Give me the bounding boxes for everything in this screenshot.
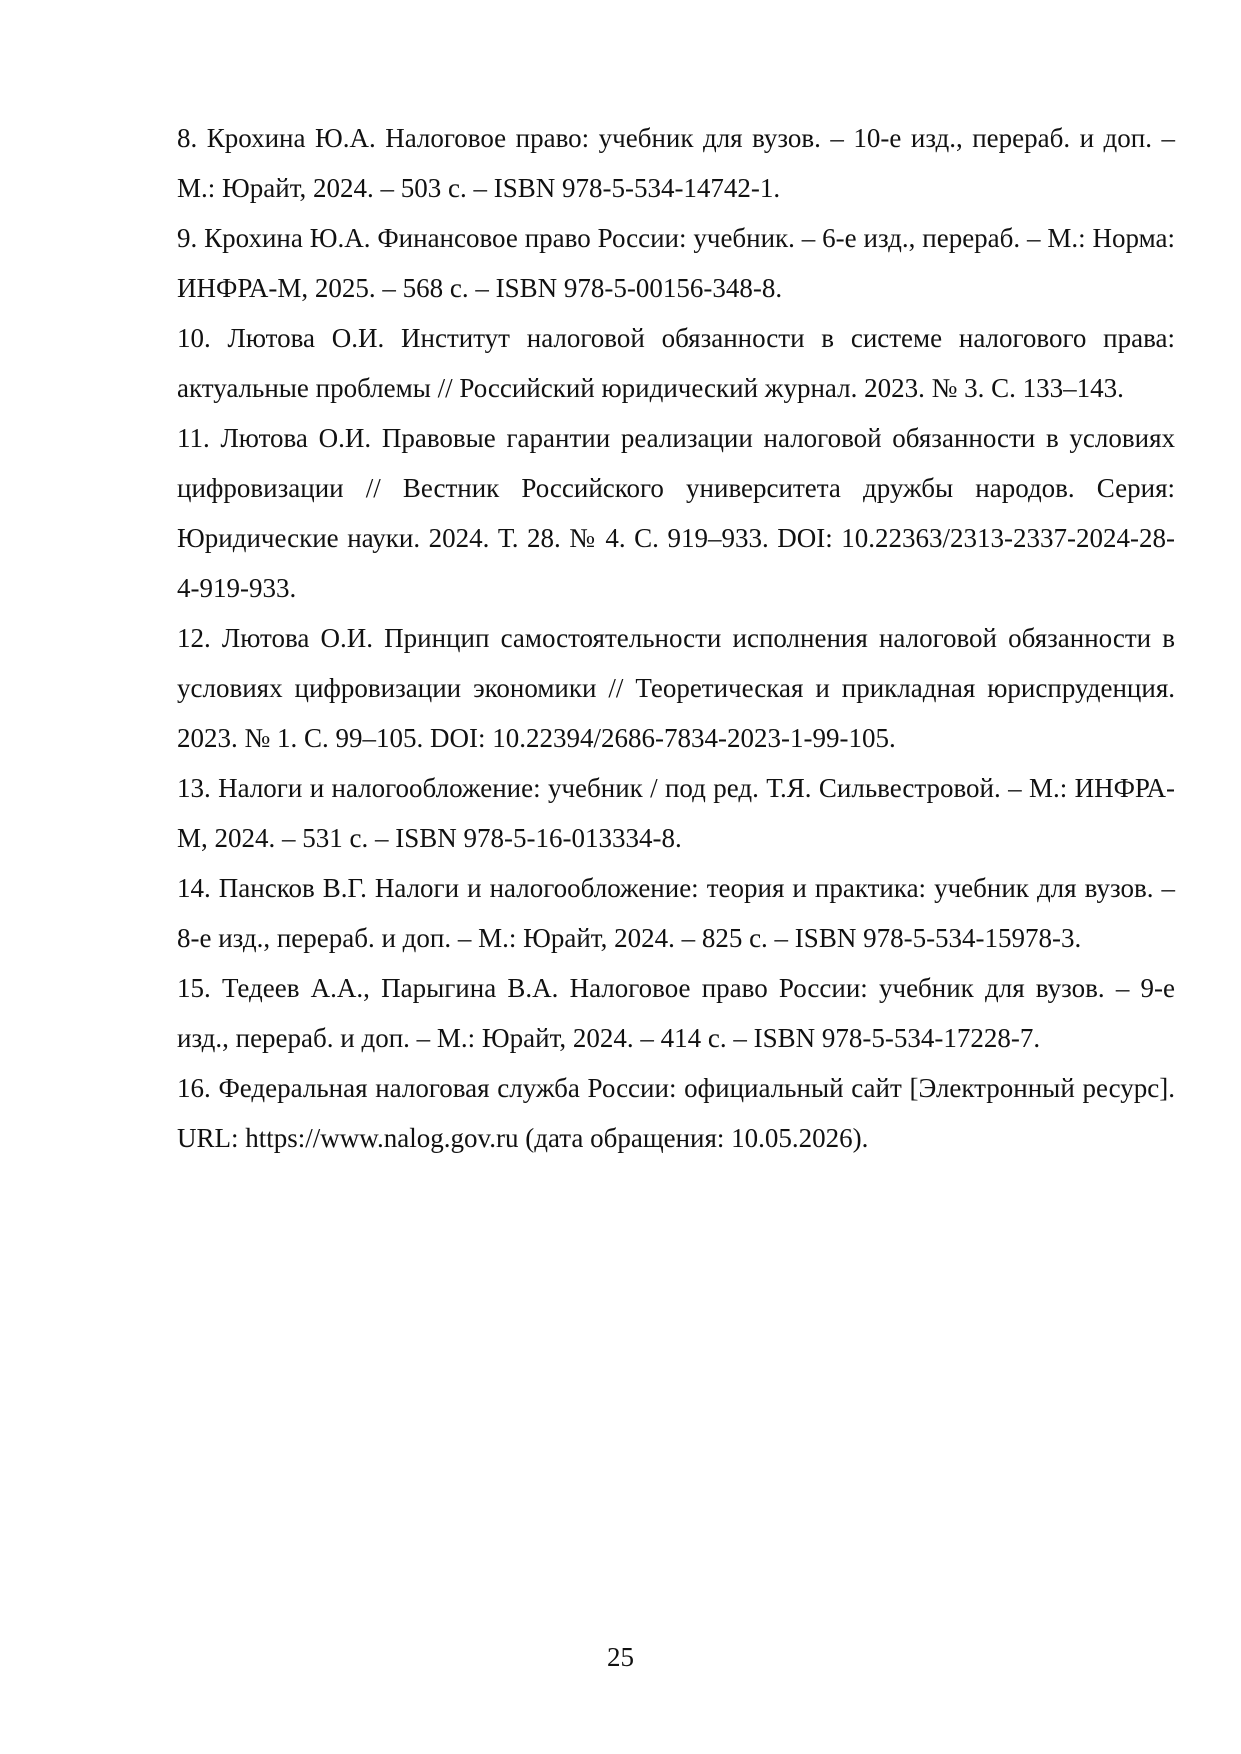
reference-item-10: 10. Лютова О.И. Институт налоговой обязанности в системе налогового права: актуальные проблемы // Российский юридический журнал. 2023. № 3. С. 133–143. [177, 323, 1175, 403]
reference-item-12: 12. Лютова О.И. Принцип самостоятельности исполнения налоговой обязанности в условиях цифровизации экономики // Теоретическая и прикладная юриспруденция. 2023. № 1. С. 99–105. DOI: 10.22394/2686-7834-2023-1-99-105. [177, 623, 1175, 753]
page-number: 25 [607, 1642, 634, 1672]
reference-item-13: 13. Налоги и налогообложение: учебник / под ред. Т.Я. Сильвестровой. – М.: ИНФРА-М, 2024. – 531 с. – ISBN 978-5-16-013334-8. [177, 773, 1175, 853]
reference-item-8: 8. Крохина Ю.А. Налоговое право: учебник для вузов. – 10-е изд., перераб. и доп. – М.: Юрайт, 2024. – 503 с. – ISBN 978-5-534-14742-1. [177, 123, 1175, 203]
reference-item-9: 9. Крохина Ю.А. Финансовое право России: учебник. – 6-е изд., перераб. – М.: Норма: ИНФРА-М, 2025. – 568 с. – ISBN 978-5-00156-348-8. [177, 223, 1175, 303]
reference-item-15: 15. Тедеев А.А., Парыгина В.А. Налоговое право России: учебник для вузов. – 9-е изд., перераб. и доп. – М.: Юрайт, 2024. – 414 с. – ISBN 978-5-534-17228-7. [177, 973, 1175, 1053]
reference-item-11: 11. Лютова О.И. Правовые гарантии реализации налоговой обязанности в условиях цифровизации // Вестник Российского университета дружбы народов. Серия: Юридические науки. 2024. Т. 28. № 4. С. 919–933. DOI: 10.22363/2313-2337-2024-28-4-919-933. [177, 423, 1175, 603]
reference-list [177, 113, 1175, 1163]
reference-item-14: 14. Пансков В.Г. Налоги и налогообложение: теория и практика: учебник для вузов. – 8-е изд., перераб. и доп. – М.: Юрайт, 2024. – 825 с. – ISBN 978-5-534-15978-3. [177, 873, 1175, 953]
reference-item-16: 16. Федеральная налоговая служба России: официальный сайт [Электронный ресурс]. URL: https://www.nalog.gov.ru (дата обращения: 10.05.2026). [177, 1073, 1175, 1153]
